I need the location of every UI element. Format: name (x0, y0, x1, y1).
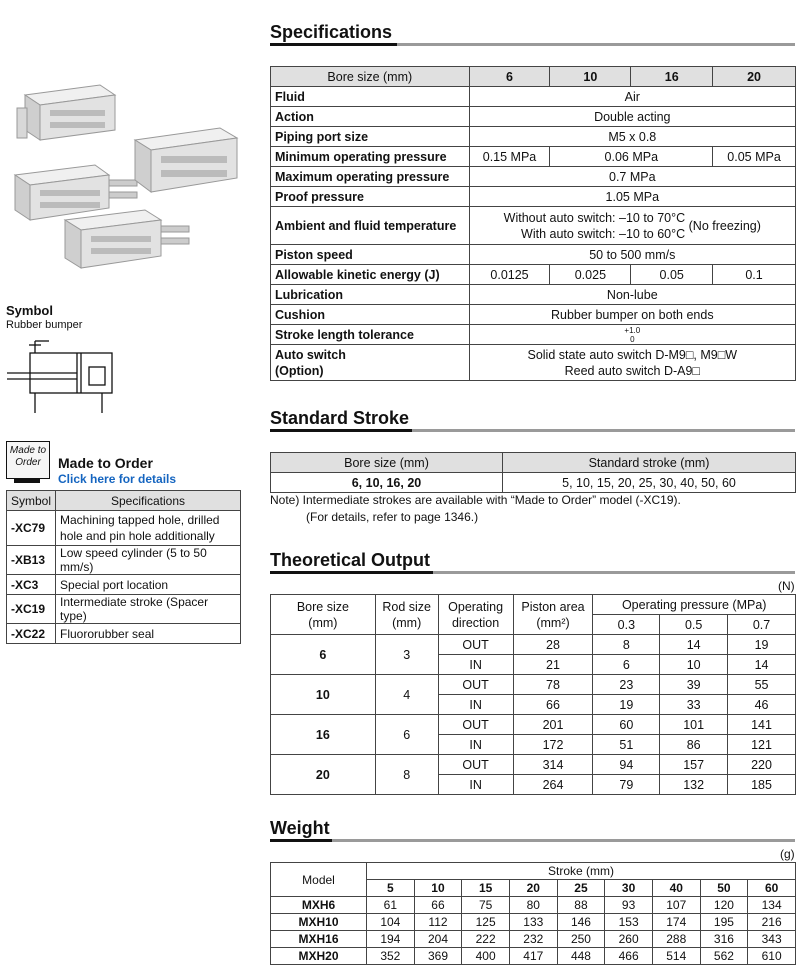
output-cell: OUT (438, 755, 513, 775)
spec-value (469, 325, 795, 345)
table-row (271, 755, 796, 775)
weight-model: MXH16 (271, 931, 367, 948)
weight-cell: 195 (700, 914, 748, 931)
output-cell: 66 (513, 695, 593, 715)
spec-label: Minimum operating pressure (271, 147, 470, 167)
weight-stroke: 5 (367, 880, 415, 897)
table-row (271, 931, 796, 948)
spec-bore: 20 (713, 67, 796, 87)
table-row (271, 285, 796, 305)
table-row (271, 187, 796, 207)
weight-cell: 562 (700, 948, 748, 965)
ambient-line1: Without auto switch: –10 to 70°C (503, 210, 686, 225)
output-cell: OUT (438, 715, 513, 735)
pressure-header: 0.7 (728, 615, 796, 635)
output-header-bore (271, 595, 376, 635)
weight-cell: 146 (557, 914, 605, 931)
weight-model: MXH6 (271, 897, 367, 914)
spec-label: Ambient and fluid temperature (271, 207, 470, 245)
output-cell: 172 (513, 735, 593, 755)
table-row (271, 675, 796, 695)
output-cell: IN (438, 775, 513, 795)
mto-title: Made to Order (58, 455, 153, 471)
output-rod: 3 (375, 635, 438, 675)
weight-stroke: 10 (414, 880, 462, 897)
output-cell: 14 (728, 655, 796, 675)
auto-switch-line2: Reed auto switch D-A9□ (564, 363, 700, 378)
output-bore: 6 (271, 635, 376, 675)
header-line: (mm) (308, 615, 338, 630)
weight-cell: 133 (509, 914, 557, 931)
weight-model: MXH10 (271, 914, 367, 931)
mto-spec: Special port location (56, 575, 241, 595)
symbol-title: Symbol (6, 303, 53, 318)
weight-cell: 343 (748, 931, 796, 948)
auto-switch-option: (Option) (275, 363, 324, 378)
output-bore: 20 (271, 755, 376, 795)
weight-cell: 400 (462, 948, 510, 965)
cylinder-photo-2 (15, 165, 137, 220)
weight-table (270, 862, 796, 965)
spec-value: M5 x 0.8 (469, 127, 795, 147)
weight-cell: 174 (652, 914, 700, 931)
mto-symbol: -XB13 (7, 546, 56, 575)
output-header-area (513, 595, 593, 635)
header-line: Rod size (382, 599, 431, 614)
spec-label: Lubrication (271, 285, 470, 305)
table-row (271, 87, 796, 107)
mto-logo-line2: Order (15, 457, 41, 468)
spec-value (469, 207, 795, 245)
weight-cell: 288 (652, 931, 700, 948)
table-row (7, 624, 241, 644)
output-cell: 55 (728, 675, 796, 695)
header-line: Operating (448, 599, 504, 614)
output-cell: 201 (513, 715, 593, 735)
specifications-title: Specifications (270, 22, 393, 42)
output-cell: 6 (593, 655, 660, 675)
header-line: direction (451, 615, 500, 630)
table-row (271, 473, 796, 493)
output-cell: 264 (513, 775, 593, 795)
table-row (271, 127, 796, 147)
weight-cell: 107 (652, 897, 700, 914)
spec-bore: 6 (469, 67, 550, 87)
mto-logo-line1: Made to (9, 445, 47, 456)
output-cell: 10 (660, 655, 728, 675)
weight-title: Weight (270, 818, 330, 838)
spec-label: Piping port size (271, 127, 470, 147)
weight-header-model: Model (271, 863, 367, 897)
output-cell: 157 (660, 755, 728, 775)
spec-value: 0.7 MPa (469, 167, 795, 187)
output-rod: 8 (375, 755, 438, 795)
spec-value: Double acting (469, 107, 795, 127)
output-cell: 185 (728, 775, 796, 795)
output-cell: 23 (593, 675, 660, 695)
weight-stroke: 30 (605, 880, 653, 897)
header-line: (mm) (392, 615, 422, 630)
weight-cell: 66 (414, 897, 462, 914)
spec-label (271, 345, 470, 381)
pressure-header: 0.3 (593, 615, 660, 635)
stroke-bores: 6, 10, 16, 20 (271, 473, 503, 493)
weight-cell: 104 (367, 914, 415, 931)
weight-cell: 316 (700, 931, 748, 948)
table-row (7, 511, 241, 546)
mto-symbol: -XC79 (7, 511, 56, 546)
spec-value: 0.025 (550, 265, 631, 285)
weight-stroke: 20 (509, 880, 557, 897)
weight-stroke: 50 (700, 880, 748, 897)
weight-cell: 75 (462, 897, 510, 914)
output-cell: 28 (513, 635, 593, 655)
spec-bore: 10 (550, 67, 631, 87)
weight-cell: 610 (748, 948, 796, 965)
spec-label: Action (271, 107, 470, 127)
output-cell: 60 (593, 715, 660, 735)
spec-value: Non-lube (469, 285, 795, 305)
stroke-note: Note) Intermediate strokes are available with “Made to Order” model (-XC19). (270, 493, 681, 507)
table-row (7, 546, 241, 575)
section-rule (270, 43, 795, 46)
output-cell: 121 (728, 735, 796, 755)
section-rule (270, 429, 795, 432)
spec-label: Allowable kinetic energy (J) (271, 265, 470, 285)
tolerance-lower: 0 (630, 334, 635, 344)
header-line: Piston area (521, 599, 585, 614)
output-cell: IN (438, 655, 513, 675)
weight-cell: 250 (557, 931, 605, 948)
standard-stroke-title: Standard Stroke (270, 408, 410, 428)
cylinder-photo-3 (135, 128, 237, 192)
output-cell: 101 (660, 715, 728, 735)
table-row (271, 897, 796, 914)
cylinder-photo-1 (17, 85, 115, 140)
section-rule (270, 839, 795, 842)
table-row (271, 914, 796, 931)
output-cell: 220 (728, 755, 796, 775)
output-header-rod (375, 595, 438, 635)
output-cell: 33 (660, 695, 728, 715)
output-bore: 16 (271, 715, 376, 755)
made-to-order-logo (6, 441, 50, 479)
weight-cell: 222 (462, 931, 510, 948)
weight-cell: 134 (748, 897, 796, 914)
mto-details-link[interactable]: Click here for details (58, 472, 177, 486)
output-cell: OUT (438, 675, 513, 695)
spec-value: 0.0125 (469, 265, 550, 285)
stroke-table (270, 452, 796, 493)
mto-spec: Intermediate stroke (Spacer type) (56, 595, 241, 624)
output-cell: IN (438, 735, 513, 755)
table-row (271, 325, 796, 345)
table-row (271, 245, 796, 265)
spec-value: 0.05 (631, 265, 713, 285)
ambient-note: (No freezing) (688, 218, 761, 233)
spec-label: Cushion (271, 305, 470, 325)
spec-table (270, 66, 796, 381)
symbol-subtitle: Rubber bumper (6, 319, 83, 331)
weight-cell: 260 (605, 931, 653, 948)
spec-value: 1.05 MPa (469, 187, 795, 207)
output-cell: 86 (660, 735, 728, 755)
weight-cell: 514 (652, 948, 700, 965)
spec-value: 0.15 MPa (469, 147, 550, 167)
spec-label: Proof pressure (271, 187, 470, 207)
weight-stroke: 25 (557, 880, 605, 897)
output-cell: 8 (593, 635, 660, 655)
table-row (271, 265, 796, 285)
stroke-values: 5, 10, 15, 20, 25, 30, 40, 50, 60 (503, 473, 796, 493)
tolerance-upper: +1.0 (624, 325, 641, 335)
mto-spec: Low speed cylinder (5 to 50 mm/s) (56, 546, 241, 575)
weight-cell: 112 (414, 914, 462, 931)
weight-header-stroke: Stroke (mm) (367, 863, 796, 880)
spec-bore: 16 (631, 67, 713, 87)
weight-stroke: 60 (748, 880, 796, 897)
mto-spec: Machining tapped hole, drilled hole and pin hole additionally (56, 511, 241, 546)
theoretical-output-title: Theoretical Output (270, 550, 431, 570)
weight-cell: 204 (414, 931, 462, 948)
table-row (271, 948, 796, 965)
mto-spec: Fluororubber seal (56, 624, 241, 644)
cylinder-photo-4 (65, 210, 189, 268)
output-cell: 94 (593, 755, 660, 775)
weight-cell: 153 (605, 914, 653, 931)
table-row (7, 595, 241, 624)
output-cell: 21 (513, 655, 593, 675)
stroke-header-bore: Bore size (mm) (271, 453, 503, 473)
mto-symbol: -XC22 (7, 624, 56, 644)
weight-cell: 93 (605, 897, 653, 914)
weight-unit: (g) (780, 847, 795, 861)
output-cell: 19 (593, 695, 660, 715)
table-row (271, 635, 796, 655)
spec-value: 0.1 (713, 265, 796, 285)
cylinder-symbol (5, 335, 120, 415)
output-table (270, 594, 796, 795)
mto-table (6, 490, 241, 644)
table-row (271, 345, 796, 381)
weight-cell: 352 (367, 948, 415, 965)
spec-value (469, 345, 795, 381)
mto-logo-base (14, 479, 40, 483)
weight-cell: 194 (367, 931, 415, 948)
weight-stroke: 15 (462, 880, 510, 897)
pressure-header: 0.5 (660, 615, 728, 635)
header-line: (mm²) (536, 615, 570, 630)
output-cell: 14 (660, 635, 728, 655)
spec-value: 50 to 500 mm/s (469, 245, 795, 265)
spec-bore-label: Bore size (mm) (271, 67, 470, 87)
mto-symbol: -XC19 (7, 595, 56, 624)
output-cell: 19 (728, 635, 796, 655)
section-rule (270, 571, 795, 574)
weight-cell: 216 (748, 914, 796, 931)
weight-model: MXH20 (271, 948, 367, 965)
output-cell: 141 (728, 715, 796, 735)
auto-switch-label: Auto switch (275, 347, 346, 362)
output-cell: OUT (438, 635, 513, 655)
weight-cell: 125 (462, 914, 510, 931)
weight-cell: 120 (700, 897, 748, 914)
weight-cell: 448 (557, 948, 605, 965)
output-cell: IN (438, 695, 513, 715)
weight-cell: 61 (367, 897, 415, 914)
output-cell: 51 (593, 735, 660, 755)
output-bore: 10 (271, 675, 376, 715)
spec-label: Maximum operating pressure (271, 167, 470, 187)
output-header-pressure: Operating pressure (MPa) (593, 595, 796, 615)
weight-stroke: 40 (652, 880, 700, 897)
table-row (7, 575, 241, 595)
output-unit: (N) (778, 579, 795, 593)
output-rod: 4 (375, 675, 438, 715)
spec-value: Air (469, 87, 795, 107)
stroke-header-strokes: Standard stroke (mm) (503, 453, 796, 473)
header-line: Bore size (296, 599, 349, 614)
stroke-note-ref: (For details, refer to page 1346.) (306, 510, 479, 524)
spec-value: Rubber bumper on both ends (469, 305, 795, 325)
output-cell: 39 (660, 675, 728, 695)
table-row (271, 147, 796, 167)
output-header-direction (438, 595, 513, 635)
mto-header-symbol: Symbol (7, 491, 56, 511)
product-photo (5, 80, 245, 280)
weight-cell: 417 (509, 948, 557, 965)
spec-label: Piston speed (271, 245, 470, 265)
mto-symbol: -XC3 (7, 575, 56, 595)
weight-cell: 88 (557, 897, 605, 914)
spec-value: 0.06 MPa (550, 147, 713, 167)
weight-cell: 466 (605, 948, 653, 965)
table-row (271, 107, 796, 127)
spec-label: Stroke length tolerance (271, 325, 470, 345)
ambient-line2: With auto switch: –10 to 60°C (521, 226, 686, 241)
mto-header-spec: Specifications (56, 491, 241, 511)
table-row (271, 305, 796, 325)
table-row (271, 207, 796, 245)
weight-cell: 232 (509, 931, 557, 948)
weight-cell: 369 (414, 948, 462, 965)
output-cell: 132 (660, 775, 728, 795)
output-cell: 314 (513, 755, 593, 775)
weight-cell: 80 (509, 897, 557, 914)
spec-label: Fluid (271, 87, 470, 107)
table-row (271, 167, 796, 187)
table-row (271, 715, 796, 735)
output-cell: 79 (593, 775, 660, 795)
output-cell: 78 (513, 675, 593, 695)
output-cell: 46 (728, 695, 796, 715)
output-rod: 6 (375, 715, 438, 755)
auto-switch-line1: Solid state auto switch D-M9□, M9□W (527, 347, 738, 362)
spec-value: 0.05 MPa (713, 147, 796, 167)
